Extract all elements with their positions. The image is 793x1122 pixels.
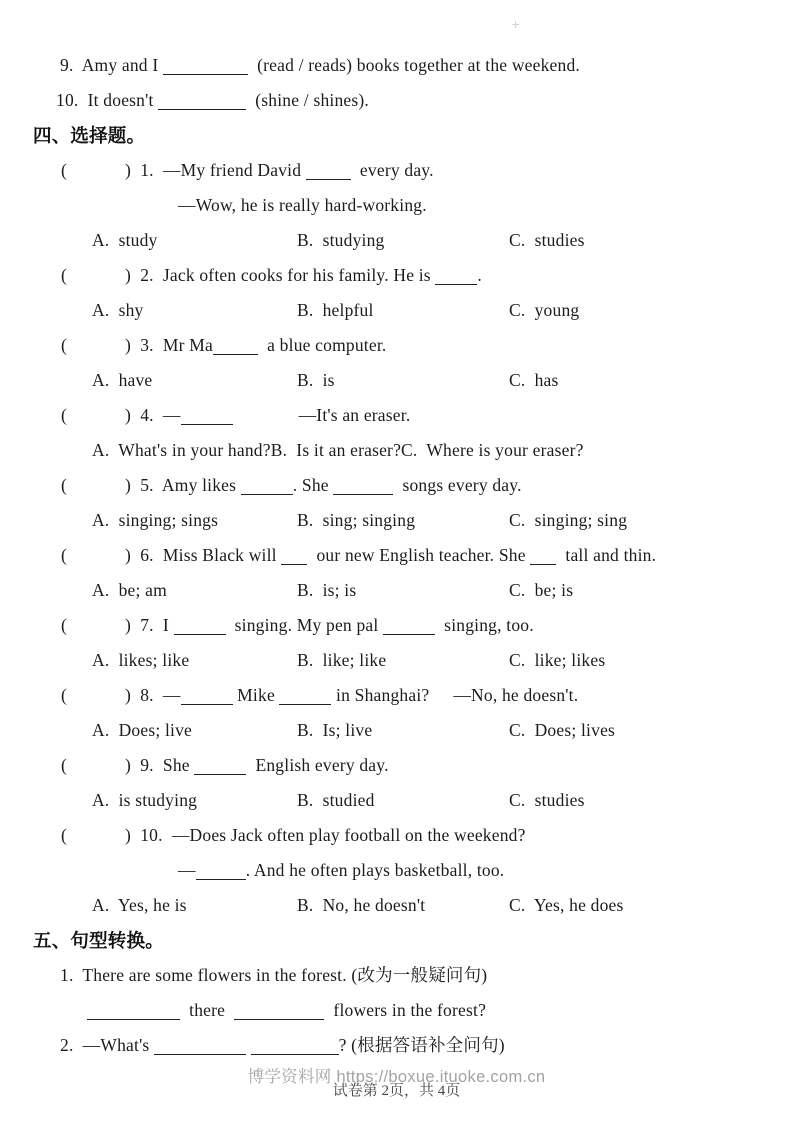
answer-blank <box>213 354 258 355</box>
text-run: 五、句型转换。 <box>33 930 164 951</box>
answer-blank <box>306 179 351 180</box>
choice-q8 <box>0 678 793 713</box>
text-run: ) 4. — <box>125 405 181 425</box>
text-run: ) 3. Mr Ma <box>125 335 213 355</box>
answer-blank <box>333 494 393 495</box>
text-run: ) 1. —My friend David <box>125 160 306 180</box>
text-run: ( <box>61 755 68 775</box>
option-a: A. study <box>92 230 158 250</box>
text-run: English every day. <box>246 755 389 775</box>
answer-blank <box>279 704 331 705</box>
scan-artifact-mark: + <box>511 18 521 31</box>
answer-blank <box>530 564 556 565</box>
option-b: B. Is; live <box>297 720 373 740</box>
text-run: singing, too. <box>435 615 534 635</box>
choice-q8-options <box>0 713 793 748</box>
text-run: ) 10. —Does Jack often play football on the weekend? <box>125 825 526 845</box>
text-run: there <box>180 1000 235 1020</box>
text-run: ( <box>61 685 68 705</box>
option-a: A. Does; live <box>92 720 193 740</box>
text-run: — <box>178 860 196 880</box>
option-b: B. like; like <box>297 650 387 670</box>
text-run: ( <box>61 265 68 285</box>
transform-item-1 <box>0 958 793 993</box>
option-b: B. No, he doesn't <box>297 895 426 915</box>
option-c: C. like; likes <box>509 650 606 670</box>
choice-q2 <box>0 258 793 293</box>
option-c: C. studies <box>509 790 585 810</box>
text-run: singing. My pen pal <box>225 615 384 635</box>
answer-blank <box>181 424 233 425</box>
page-number-text: 试卷第 2页，共 4页 <box>332 1083 461 1099</box>
choice-q7 <box>0 608 793 643</box>
choice-q1-options <box>0 223 793 258</box>
text-run: ( <box>61 825 68 845</box>
answer-blank <box>196 879 246 880</box>
choice-q9 <box>0 748 793 783</box>
text-run: ( <box>61 545 68 565</box>
choice-q4 <box>0 398 793 433</box>
choice-q10-options <box>0 888 793 923</box>
option-b: B. helpful <box>297 300 374 320</box>
text-run: 2. —What's <box>60 1035 155 1055</box>
text-run: —No, he doesn't. <box>453 685 579 705</box>
section-5-header <box>0 923 793 958</box>
choice-q3 <box>0 328 793 363</box>
text-run: ( <box>61 160 68 180</box>
text-run: . She <box>292 475 334 495</box>
answer-blank <box>158 109 246 110</box>
answer-blank <box>181 704 233 705</box>
text-run: ) 9. She <box>125 755 195 775</box>
watermark-text: 博学资料网 https://boxue.ituoke.com.cn <box>247 1068 546 1086</box>
text-run: 10. It doesn't <box>56 90 159 110</box>
option-c: C. be; is <box>509 580 574 600</box>
option-b: B. studying <box>297 230 385 250</box>
text-run: A. What's in your hand?B. Is it an eraser?C. Where is your eraser? <box>92 440 584 460</box>
fill-item-10 <box>0 83 793 118</box>
option-a: A. shy <box>92 300 144 320</box>
text-run: . And he often plays basketball, too. <box>245 860 505 880</box>
choice-q10 <box>0 818 793 853</box>
option-c: C. has <box>509 370 559 390</box>
option-a: A. likes; like <box>92 650 190 670</box>
text-run: in Shanghai? <box>331 685 430 705</box>
choice-q2-options <box>0 293 793 328</box>
transform-item-1-answer <box>0 993 793 1028</box>
text-run: 9. Amy and I <box>60 55 163 75</box>
choice-q6-options <box>0 573 793 608</box>
text-run: every day. <box>350 160 434 180</box>
choice-q5 <box>0 468 793 503</box>
answer-blank <box>435 284 477 285</box>
text-run: flowers in the forest? <box>324 1000 487 1020</box>
text-run <box>246 1035 251 1055</box>
text-run: tall and thin. <box>556 545 657 565</box>
text-run: ) 6. Miss Black will <box>125 545 282 565</box>
text-run: 1. There are some flowers in the forest. (改为一般疑问句) <box>60 965 488 985</box>
choice-q7-options <box>0 643 793 678</box>
text-run: ( <box>61 405 68 425</box>
answer-blank <box>383 634 435 635</box>
text-run: a blue computer. <box>257 335 387 355</box>
option-c: C. young <box>509 300 580 320</box>
option-c: C. Yes, he does <box>509 895 624 915</box>
answer-blank <box>251 1054 339 1055</box>
answer-blank <box>87 1019 180 1020</box>
choice-q6 <box>0 538 793 573</box>
option-a: A. is studying <box>92 790 198 810</box>
text-run: songs every day. <box>393 475 522 495</box>
text-run: ( <box>61 475 68 495</box>
choice-q9-options <box>0 783 793 818</box>
option-b: B. sing; singing <box>297 510 416 530</box>
option-a: A. be; am <box>92 580 167 600</box>
text-run: . <box>477 265 482 285</box>
text-run: ( <box>61 335 68 355</box>
text-run: ) 8. — <box>125 685 181 705</box>
section-4-header <box>0 118 793 153</box>
answer-blank <box>234 1019 324 1020</box>
text-run: ) 2. Jack often cooks for his family. He is <box>125 265 436 285</box>
answer-blank <box>163 74 248 75</box>
choice-q5-options <box>0 503 793 538</box>
text-run: ) 5. Amy likes <box>125 475 241 495</box>
choice-q10-reply <box>0 853 793 888</box>
text-run: ) 7. I <box>125 615 174 635</box>
choice-q3-options <box>0 363 793 398</box>
answer-blank <box>194 774 246 775</box>
text-run: (shine / shines). <box>246 90 369 110</box>
text-run: —It's an eraser. <box>298 405 411 425</box>
option-b: B. is; is <box>297 580 357 600</box>
choice-q1 <box>0 153 793 188</box>
option-c: C. singing; sing <box>509 510 628 530</box>
text-run: 四、选择题。 <box>33 125 146 146</box>
text-run: —Wow, he is really hard-working. <box>178 195 427 215</box>
fill-item-9 <box>0 48 793 83</box>
option-c: C. studies <box>509 230 585 250</box>
option-a: A. have <box>92 370 153 390</box>
option-c: C. Does; lives <box>509 720 616 740</box>
answer-blank <box>241 494 293 495</box>
transform-item-2 <box>0 1028 793 1063</box>
choice-q4-options <box>0 433 793 468</box>
option-a: A. singing; sings <box>92 510 219 530</box>
answer-blank <box>281 564 307 565</box>
text-run: our new English teacher. She <box>307 545 531 565</box>
answer-blank <box>154 1054 246 1055</box>
text-run: ( <box>61 615 68 635</box>
text-run: (read / reads) books together at the weekend. <box>247 55 580 75</box>
option-b: B. studied <box>297 790 375 810</box>
text-run: ? (根据答语补全问句) <box>338 1035 505 1055</box>
answer-blank <box>174 634 226 635</box>
option-b: B. is <box>297 370 335 390</box>
option-a: A. Yes, he is <box>92 895 187 915</box>
text-run: Mike <box>232 685 280 705</box>
choice-q1-reply <box>0 188 793 223</box>
